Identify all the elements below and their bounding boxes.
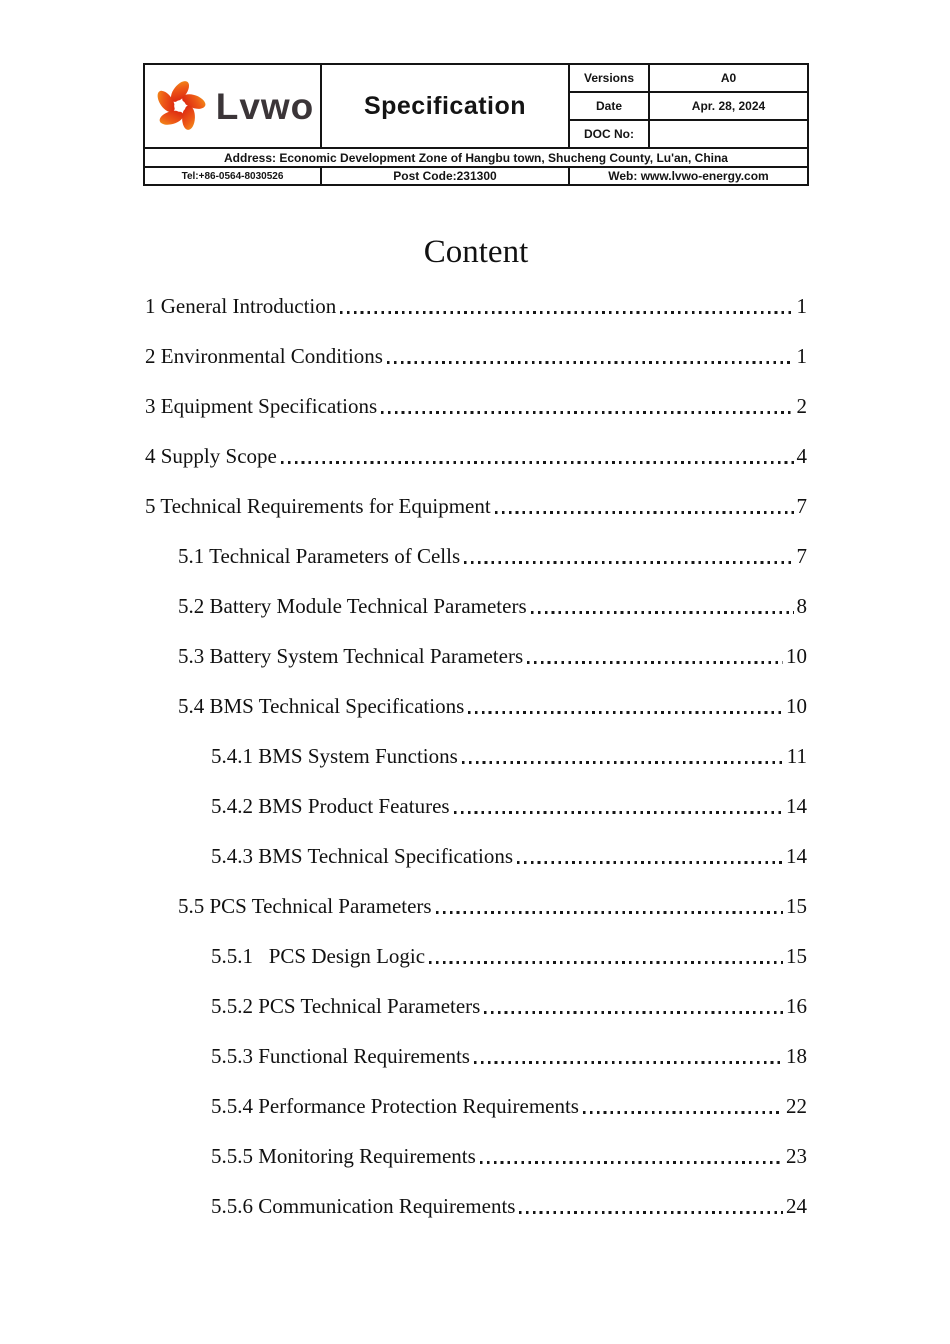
toc-entry-page: 23 bbox=[786, 1143, 807, 1168]
toc-entry[interactable] bbox=[145, 831, 807, 881]
toc-entry[interactable] bbox=[145, 281, 807, 331]
toc-entry[interactable] bbox=[145, 981, 807, 1031]
toc-leader-dots bbox=[460, 531, 796, 581]
toc-entry-page: 14 bbox=[786, 793, 807, 818]
toc-entry-label: 5.5.2 PCS Technical Parameters bbox=[211, 993, 481, 1018]
toc-leader-dots bbox=[377, 381, 796, 431]
toc-entry-page: 1 bbox=[796, 343, 807, 368]
toc-entry[interactable] bbox=[145, 1031, 807, 1081]
toc-entry-label: 5.5 PCS Technical Parameters bbox=[178, 893, 432, 918]
toc-entry[interactable] bbox=[145, 781, 807, 831]
toc-leader-dots bbox=[277, 431, 797, 481]
toc-leader-dots bbox=[579, 1081, 786, 1131]
toc-entry-label: 2 Environmental Conditions bbox=[145, 343, 383, 368]
date-label: Date bbox=[569, 92, 649, 120]
date-value: Apr. 28, 2024 bbox=[649, 92, 808, 120]
toc-entry[interactable] bbox=[145, 881, 807, 931]
toc-leader-dots bbox=[383, 331, 797, 381]
doc-no-value bbox=[649, 120, 808, 148]
toc-leader-dots bbox=[523, 631, 786, 681]
toc-entry[interactable] bbox=[145, 481, 807, 531]
toc-entry[interactable] bbox=[145, 581, 807, 631]
toc-entry-label: 4 Supply Scope bbox=[145, 443, 277, 468]
document-title: Specification bbox=[363, 91, 527, 120]
toc-entry-label: 5.4.1 BMS System Functions bbox=[211, 743, 458, 768]
logo-text: Lvwo bbox=[215, 85, 315, 127]
toc-entry-page: 4 bbox=[796, 443, 807, 468]
toc-entry-label: 5.4.2 BMS Product Features bbox=[211, 793, 450, 818]
toc-leader-dots bbox=[458, 731, 787, 781]
doc-no-label: DOC No: bbox=[569, 120, 649, 148]
toc-entry-page: 11 bbox=[786, 743, 807, 768]
toc-entry-label: 5.5.5 Monitoring Requirements bbox=[211, 1143, 476, 1168]
toc-entry[interactable] bbox=[145, 531, 807, 581]
toc-leader-dots bbox=[425, 931, 786, 981]
toc-list bbox=[145, 281, 807, 1231]
lvwo-logo-icon bbox=[151, 76, 209, 136]
toc-entry[interactable] bbox=[145, 1131, 807, 1181]
toc-entry-page: 15 bbox=[786, 893, 807, 918]
toc-entry-page: 15 bbox=[786, 943, 807, 968]
toc-entry-label: 5.4 BMS Technical Specifications bbox=[178, 693, 465, 718]
toc-entry-label: 5.5.1 PCS Design Logic bbox=[211, 943, 426, 968]
toc-leader-dots bbox=[464, 681, 786, 731]
toc-leader-dots bbox=[513, 831, 786, 881]
toc-leader-dots bbox=[527, 581, 797, 631]
toc-entry[interactable] bbox=[145, 431, 807, 481]
toc-entry[interactable] bbox=[145, 731, 807, 781]
toc-entry-page: 8 bbox=[796, 593, 807, 618]
toc-entry-label: 5 Technical Requirements for Equipment bbox=[145, 493, 491, 518]
web-text: Web: www.lvwo-energy.com bbox=[569, 167, 808, 185]
toc-entry-label: 5.5.4 Performance Protection Requirements bbox=[211, 1093, 579, 1118]
toc-entry-page: 14 bbox=[786, 843, 807, 868]
toc-entry-page: 18 bbox=[786, 1043, 807, 1068]
postcode-text: Post Code:231300 bbox=[321, 167, 569, 185]
header-table bbox=[143, 63, 809, 186]
toc-leader-dots bbox=[336, 281, 796, 331]
toc-entry-label: 5.1 Technical Parameters of Cells bbox=[178, 543, 461, 568]
versions-label: Versions bbox=[569, 64, 649, 92]
toc-entry[interactable] bbox=[145, 1081, 807, 1131]
toc-entry-page: 10 bbox=[786, 693, 807, 718]
tel-text: Tel:+86-0564-8030526 bbox=[144, 167, 321, 185]
toc-entry[interactable] bbox=[145, 331, 807, 381]
document-title-cell bbox=[321, 64, 569, 148]
toc-entry-page: 1 bbox=[796, 293, 807, 318]
toc-leader-dots bbox=[432, 881, 786, 931]
toc-entry-label: 5.5.3 Functional Requirements bbox=[211, 1043, 470, 1068]
toc-entry-label: 5.2 Battery Module Technical Parameters bbox=[178, 593, 527, 618]
address-text: Address: Economic Development Zone of Hangbu town, Shucheng County, Lu'an, China bbox=[144, 148, 808, 167]
toc-entry-label: 5.4.3 BMS Technical Specifications bbox=[211, 843, 514, 868]
toc-entry-page: 2 bbox=[796, 393, 807, 418]
toc-entry[interactable] bbox=[145, 631, 807, 681]
versions-value: A0 bbox=[649, 64, 808, 92]
toc-entry[interactable] bbox=[145, 381, 807, 431]
logo-cell bbox=[144, 64, 321, 148]
toc-entry[interactable] bbox=[145, 1181, 807, 1231]
toc-entry[interactable] bbox=[145, 681, 807, 731]
toc-entry-label: 5.3 Battery System Technical Parameters bbox=[178, 643, 524, 668]
toc-title: Content bbox=[423, 234, 529, 270]
toc-entry-page: 22 bbox=[786, 1093, 807, 1118]
toc-entry[interactable] bbox=[145, 931, 807, 981]
toc-leader-dots bbox=[515, 1181, 786, 1231]
toc-leader-dots bbox=[470, 1031, 786, 1081]
toc-entry-label: 1 General Introduction bbox=[145, 293, 337, 318]
toc-entry-page: 16 bbox=[786, 993, 807, 1018]
toc-entry-label: 3 Equipment Specifications bbox=[145, 393, 378, 418]
toc-entry-page: 7 bbox=[796, 493, 807, 518]
toc-entry-page: 7 bbox=[796, 543, 807, 568]
toc-leader-dots bbox=[476, 1131, 786, 1181]
toc-leader-dots bbox=[491, 481, 797, 531]
toc-leader-dots bbox=[480, 981, 786, 1031]
toc-entry-label: 5.5.6 Communication Requirements bbox=[211, 1193, 516, 1218]
toc-entry-page: 24 bbox=[786, 1193, 807, 1218]
toc-entry-page: 10 bbox=[786, 643, 807, 668]
toc-leader-dots bbox=[450, 781, 786, 831]
